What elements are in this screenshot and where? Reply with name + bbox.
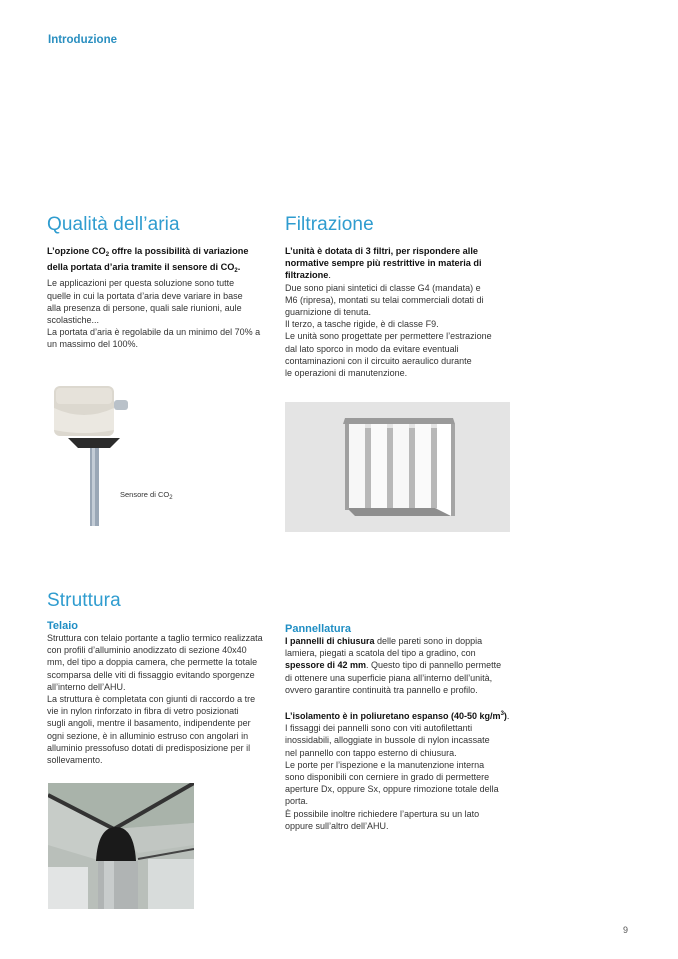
- filtration-section: [285, 214, 515, 379]
- co2-sensor-caption: Sensore di $CO_2$: [120, 490, 173, 501]
- frame-corner-illustration: [48, 783, 194, 909]
- structure-section: [47, 590, 279, 766]
- frame-subtitle: Telaio: [47, 620, 78, 632]
- co2-sensor-image: [48, 378, 176, 528]
- air-quality-lead-line1: L’opzione $CO_2$ offre la possibilità di variazione: [47, 246, 249, 258]
- page-number: 9: [623, 925, 629, 935]
- filter-pockets: [349, 424, 455, 516]
- section-label: Introduzione: [48, 34, 117, 46]
- panels-paragraph-1: I pannelli di chiusura delle pareti sono in doppia lamiera, piegati a scatola del tipo a gradino, con spessore di 42 mm. Questo tipo di pannello permette di ottenere una superficie piana all’interno dell’unità, ovvero garantire continuità tra pannello e profilo.: [285, 636, 502, 695]
- panels-section: [285, 623, 520, 832]
- frame-body: Struttura con telaio portante a taglio termico realizzata con profili d’alluminio anodizzato di sezione 40x40 mm, del tipo a doppia camera, che permette la totale scomparsa delle viti di fissaggio evitando sporgenze all’interno dell’AHU. La struttura è completata con giunti di raccordo a tre vie in nylon rinforzato in fibra di vetro posizionati sugli angoli, mentre il basamento, indipendente per ogni sezione, è in alluminio estruso con angolari in alluminio pressofuso dotati di predisposizione per il sollevamento.: [47, 633, 263, 766]
- structure-title: Struttura: [47, 590, 121, 611]
- filtration-lead: L’unità è dotata di 3 filtri, per rispondere alle normative sempre più restrittive in materia di filtrazione.: [285, 246, 482, 281]
- panels-subtitle: Pannellatura: [285, 623, 352, 635]
- air-quality-title: Qualità dell’aria: [47, 214, 180, 235]
- filtration-title: Filtrazione: [285, 214, 374, 235]
- air-quality-lead-line2: della portata d’aria tramite il sensore di $CO_2$.: [47, 262, 241, 275]
- air-quality-lead: [47, 245, 279, 277]
- air-quality-body: Le applicazioni per questa soluzione sono tutte quelle in cui la portata d’aria deve variare in base alla presenza di persone, quali sale riunioni, aule scolastiche... La portata d’aria è regolabile da un minimo del 70% a un massimo del 100%.: [47, 278, 261, 350]
- panels-paragraph-2: L’isolamento è in poliuretano espanso (40-50 $kg/m^3$). I fissaggi dei pannelli sono con viti autofilettanti inossidabili, alloggiate in bussole di nylon incassate nel pannello con tappo esterno di chiusura. Le porte per l’ispezione e la manutenzione interna sono disponibili con cerniere in grado di permettere aperture Dx, oppure Sx, oppure rimozione totale della porta. È possibile inoltre richiedere l’apertura su un lato oppure sull’altro dell’AHU.: [285, 711, 510, 831]
- air-quality-section: [47, 214, 279, 351]
- frame-corner-image: [48, 783, 194, 909]
- filter-illustration: [285, 402, 510, 532]
- co2-sensor-illustration: [48, 378, 176, 528]
- filter-image: [285, 402, 510, 532]
- filtration-body: Due sono piani sintetici di classe G4 (mandata) e M6 (ripresa), montati su telai commerciali dotati di guarnizione di tenuta. Il terzo, a tasche rigide, è di classe F9. Le unità sono progettate per permettere l’estrazione dal lato sporco in modo da evitare eventuali contaminazioni con il circuito aeraulico durante le operazioni di manutenzione.: [285, 282, 492, 379]
